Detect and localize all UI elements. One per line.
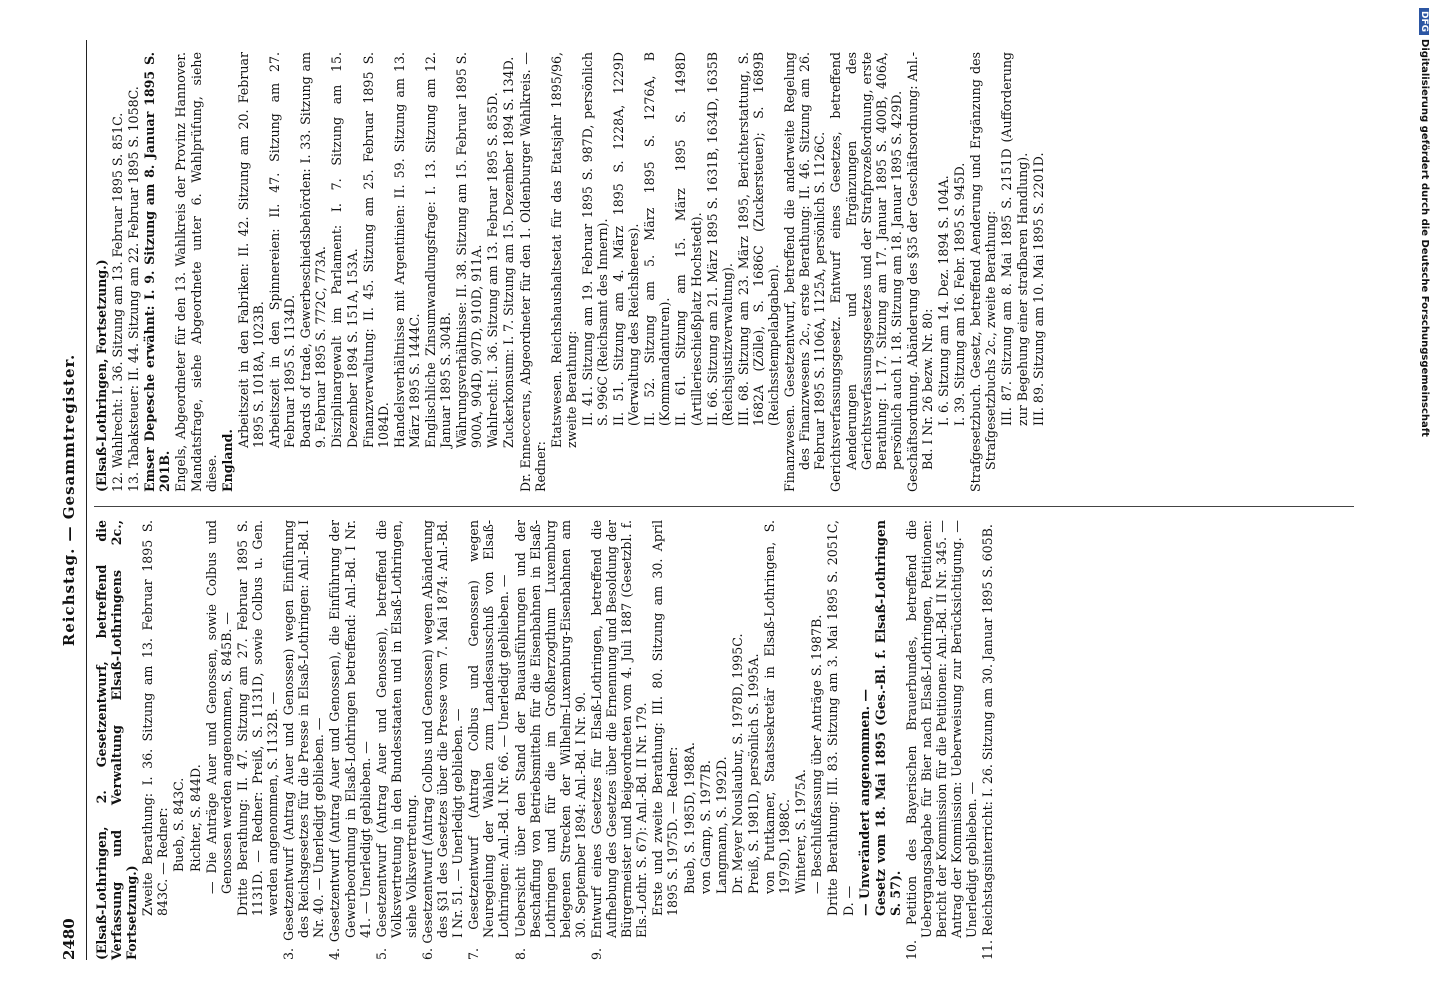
column-divider	[94, 506, 1354, 507]
left-entry: 5. Gesetzentwurf (Antrag Auer und Genossen), betreffend die Volksvertretung in den Bundesstaaten und in Elsaß-Lothringen, siehe Volksvertretung.	[373, 520, 419, 960]
right-entry: Geschäftsordnung. Abänderung des §35 der Geschäftsordnung: Anl.-Bd. I Nr. 26 bezw. Nr. 80:	[904, 52, 935, 492]
left-entry: Dr. Meyer Nouslaubur, S. 1978D, 1995C.	[729, 633, 745, 894]
right-entry: III. 89. Sitzung am 10. Mai 1895 S. 2201D.	[1030, 152, 1046, 426]
right-entry: II. 61. Sitzung am 15. März 1895 S. 1498D (Artillerieschießplatz Hochstedt).	[673, 52, 704, 426]
left-entry: Bueb, S. 843C.	[171, 777, 187, 872]
left-entry: 6. Gesetzentwurf (Antrag Colbus und Genossen) wegen Abänderung des §31 des Gesetzes über die Presse vom 7. Mai 1874: Anl.-Bd. I Nr. 51. — Unerledigt geblieben. —	[419, 520, 466, 960]
left-entry: 11. Reichstagsinterricht: I. 26. Sitzung am 30. Januar 1895 S. 605B.	[980, 524, 996, 960]
page-number: 2480	[60, 918, 78, 960]
right-entry: Arbeitszeit in den Fabriken: II. 42. Sitzung am 20. Februar 1895 S. 1018A, 1023B.	[235, 52, 266, 448]
right-entry: Engels, Abgeordneter für den 13. Wahlkreis der Provinz Hannover. Mandatsfrage, siehe Abgeordnete unter 6. Wahlprüfung, siehe diese.	[173, 52, 219, 492]
right-entry: Arbeitszeit in den Spinnereien: II. 47. Sitzung am 27. Februar 1895 S. 1134D.	[267, 52, 298, 448]
left-entry: Gesetz vom 18. Mai 1895 (Ges.-Bl. f. Elsaß-Lothringen S. 57).	[872, 520, 903, 916]
left-entry: Winterer, S. 1975A.	[793, 769, 809, 894]
right-column	[94, 52, 1047, 492]
left-entry: 10. Petition des Bayerischen Brauerbundes, betreffend die Uebergangsabgabe für Bier nach Elsaß-Lothringen, Petitionen: Bericht der Kommission für die Petitionen: Anl.-Bd. II Nr. 345. — Antrag der Kommission: Ueberweisung zur Berücksichtigung. — Unerledigt geblieben. —	[903, 520, 980, 960]
right-entry: Emser Depesche erwähnt: I. 9. Sitzung am 8. Januar 1895 S. 201B.	[142, 52, 173, 492]
right-entry: 13. Tabaksteuer: II. 44. Sitzung am 22. Februar 1895 S. 1058C.	[126, 86, 142, 492]
dfg-logo: DFG	[1419, 8, 1429, 35]
left-entry: — Beschlußfassung über Anträge S. 1987B.	[809, 614, 825, 894]
left-entry: Langmann, S. 1992D.	[713, 756, 729, 894]
funding-text: Digitalisierung gefördert durch die Deutsche Forschungsgemeinschaft	[1419, 39, 1430, 437]
left-entry: Bueb, S. 1985D, 1988A.	[681, 742, 697, 894]
right-entry: Wahlrecht: I. 36. Sitzung am 13. Februar 1895 S. 855D.	[485, 92, 501, 448]
right-entry: Zuckerkonsum: I. 7. Sitzung am 15. Dezember 1894 S. 134D.	[501, 56, 517, 448]
left-entry: Dritte Berathung: III. 83. Sitzung am 3. Mai 1895 S. 2051C, D. —	[825, 520, 856, 916]
left-entry: Erste und zweite Berathung: III. 80. Sitzung am 30. April 1895 S. 1975D. — Redner:	[650, 520, 681, 916]
right-entry: Strafgesetzbuch. Gesetz, betreffend Aenderung und Ergänzung des Strafgesetzbuchs 2c., zweite Berathung:	[968, 52, 999, 492]
right-entry: Etatswesen. Reichshaushaltsetat für das Etatsjahr 1895/96, zweite Berathung:	[548, 52, 579, 448]
left-entry: Preiß, S. 1981D, persönlich S. 1995A.	[745, 653, 761, 894]
left-entry: 8. Uebersicht über den Stand der Bauausführungen und der Beschaffung von Betriebsmitteln für die Eisenbahnen in Elsaß-Lothringen und für die im Großherzogthum Luxemburg belegenen Strecken der Wilhelm-Luxemburg-Eisenbahnen am 30. September 1894: Anl.-Bd. I Nr. 90.	[512, 520, 588, 960]
left-entry: von Gamp, S. 1977B.	[697, 760, 713, 894]
left-entry: — Die Anträge Auer und Genossen, sowie Colbus und Genossen werden angenommen, S. 845B. —	[203, 520, 234, 894]
right-entry: I. 6. Sitzung am 14. Dez. 1894 S. 104A.	[936, 175, 952, 426]
right-entry: Disziplinargewalt im Parlament: I. 7. Sitzung am 15. Dezember 1894 S. 151A, 153A.	[329, 52, 360, 448]
left-entry: von Puttkamer, Staatssekretär in Elsaß-Lothringen, S. 1979D, 1988C.	[762, 520, 793, 894]
left-entry: Dritte Berathung: II. 47. Sitzung am 27. Februar 1895 S. 1131D. — Redner: Preiß, S. 1131D, sowie Colbus u. Gen. werden angenommen, S. 1132B. —	[234, 520, 281, 916]
page-title: Reichstag. — Gesammtregister.	[60, 353, 78, 647]
left-column	[94, 520, 996, 960]
right-entry: England.	[219, 429, 235, 492]
left-entry: 3. Gesetzentwurf (Antrag Auer und Genossen) wegen Einführung des Reichsgesetzes für die Presse in Elsaß-Lothringen: Anl.-Bd. I Nr. 40. — Unerledigt geblieben. —	[281, 520, 327, 960]
left-entry: Richter, S. 844D.	[187, 764, 203, 872]
right-entry: II. 41. Sitzung am 19. Februar 1895 S. 987D, persönlich S. 996C (Reichsamt des Innern).	[579, 52, 610, 426]
funding-sidebar	[1412, 8, 1430, 993]
left-entry: — Unverändert angenommen. —	[856, 689, 872, 916]
right-entry: II. 66. Sitzung am 21. März 1895 S. 1631B, 1634D, 1635B (Reichsjustizverwaltung).	[704, 52, 735, 426]
right-entry: Handelsverhältnisse mit Argentinien: II. 59. Sitzung am 13. März 1895 S. 1444C.	[391, 52, 422, 448]
right-entry: Boards of trade, Gewerbeschiedsbehörden: I. 33. Sitzung am 9. Februar 1895 S. 772C, 773A.	[298, 52, 329, 448]
right-entry: Finanzwesen. Gesetzentwurf, betreffend die anderweite Regelung des Finanzwesens 2c., erste Berathung: II. 46. Sitzung am 26. Februar 1895 S. 1106A, 1125A, persönlich S. 1126C.	[782, 52, 828, 492]
right-entry: Dr. Enneccerus, Abgeordneter für den 1. Oldenburger Wahlkreis. — Redner:	[517, 52, 548, 492]
right-entry: I. 39. Sitzung am 16. Febr. 1895 S. 945D.	[952, 162, 968, 426]
right-entry: (Elsaß-Lothringen, Fortsetzung.)	[94, 259, 109, 492]
right-entry: III. 87. Sitzung am 8. Mai 1895 S. 2151D (Aufforderung zur Begehung einer strafbaren Handlung).	[999, 52, 1030, 426]
funding-note	[1412, 8, 1430, 993]
right-entry: Finanzverwaltung: II. 45. Sitzung am 25. Februar 1895 S. 1084D.	[360, 52, 391, 448]
right-entry: Währungsverhältnisse: II. 38. Sitzung am 15. Februar 1895 S. 900A, 904D, 907D, 910D, 911A.	[454, 52, 485, 448]
right-entry: II. 51. Sitzung am 4. März 1895 S. 1228A, 1229D (Verwaltung des Reichsheeres).	[611, 52, 642, 426]
right-entry: 12. Wahlrecht: I. 36. Sitzung am 13. Februar 1895 S. 851C.	[110, 112, 126, 492]
left-entry: 9. Entwurf eines Gesetzes für Elsaß-Lothringen, betreffend die Aufhebung des Gesetzes über die Ernennung und Besoldung der Bürgermeister und Beigeordneten vom 4. Juli 1887 (Gesetzbl. f. Els.-Lothr. S. 67): Anl.-Bd. II Nr. 179.	[589, 520, 650, 960]
running-header	[60, 40, 84, 960]
right-entry: III. 68. Sitzung am 23. März 1895, Berichterstattung, S. 1682A (Zölle), S. 1686C (Zuckersteuer); S. 1689B (Reichsstempelabgaben).	[735, 52, 782, 426]
left-entry: 7. Gesetzentwurf (Antrag Colbus und Genossen) wegen Neuregelung der Wahlen zum Landesausschuß von Elsaß-Lothringen: Anl.-Bd. I Nr. 66. — Unerledigt geblieben. —	[466, 520, 512, 960]
right-entry: Englischliche Zinsumwandlungsfrage: I. 13. Sitzung am 12. Januar 1895 S. 304B.	[422, 52, 454, 448]
right-entry: II. 52. Sitzung am 5. März 1895 S. 1276A, B (Kommandanturen).	[642, 52, 673, 426]
right-entry: Gerichtsverfassungsgesetz. Entwurf eines Gesetzes, betreffend Aenderungen und Ergänzungen des Gerichtsverfassungsgesetzes und der Strafprozeßordnung, erste Berathung: I. 17. Sitzung am 17. Januar 1895 S. 400B, 406A, persönlich auch I. 18. Sitzung am 18. Januar 1895 S. 429D.	[828, 52, 904, 492]
left-entry: Zweite Berathung: I. 36. Sitzung am 13. Februar 1895 S. 843C. — Redner:	[140, 520, 171, 916]
left-entry: (Elsaß-Lothringen, 2. Gesetzentwurf, betreffend die Verfassung und Verwaltung Elsaß-Lothringens 2c., Fortsetzung.)	[94, 520, 140, 960]
left-entry: 4. Gesetzentwurf (Antrag Auer und Genossen), die Einführung der Gewerbeordnung in Elsaß-Lothringen betreffend: Anl.-Bd. I Nr. 41. — Unerledigt geblieben. —	[327, 520, 373, 960]
header-rule	[86, 40, 87, 960]
